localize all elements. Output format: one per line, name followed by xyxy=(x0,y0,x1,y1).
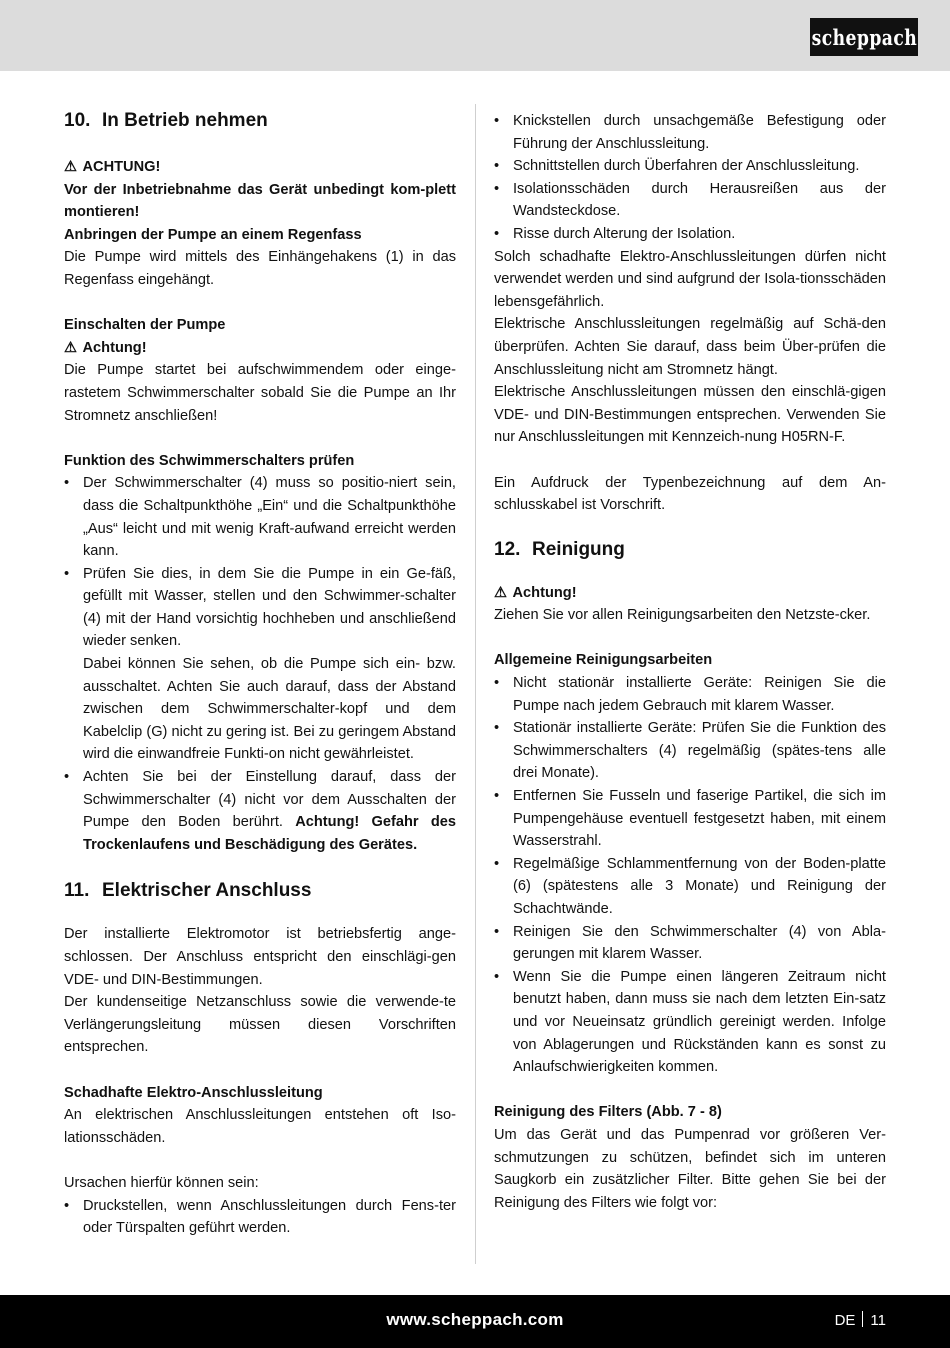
list-item: • Risse durch Alterung der Isolation. xyxy=(494,223,886,246)
left-column xyxy=(64,108,456,1240)
list-item: • Reinigen Sie den Schwimmerschalter (4) von Abla-gerungen mit klarem Wasser. xyxy=(494,921,886,966)
allgemeine-heading: Allgemeine Reinigungsarbeiten xyxy=(494,652,713,669)
website-link[interactable]: www.scheppach.com xyxy=(386,1310,564,1329)
regenfass-heading: Anbringen der Pumpe an einem Regenfass xyxy=(64,226,362,243)
filter-heading: Reinigung des Filters (Abb. 7 - 8) xyxy=(494,1104,722,1121)
list-item: • Entfernen Sie Fusseln und faserige Partikel, die sich im Pumpengehäuse eventuell festgesetzt haben, mit einem Wasserstrahl. xyxy=(494,785,886,853)
right-column xyxy=(494,110,886,1214)
reinigung-warning: ⚠ Achtung! xyxy=(494,582,886,605)
list-item: • Schnittstellen durch Überfahren der Anschlussleitung. xyxy=(494,155,886,178)
schadhaft-heading: Schadhafte Elektro-Anschlussleitung xyxy=(64,1084,323,1101)
list-item: • Nicht stationär installierte Geräte: Reinigen Sie die Pumpe nach jedem Gebrauch mit klarem Wasser. xyxy=(494,672,886,717)
warning-icon: ⚠ xyxy=(64,159,78,175)
list-item: • Achten Sie bei der Einstellung darauf, dass der Schwimmerschalter (4) nicht vor dem Ausschalten der Pumpe den Boden berührt. Achtung! Gefahr des Trockenlaufens und Beschädigung des Gerätes. xyxy=(64,766,456,856)
einschalten-warning: ⚠ Achtung! xyxy=(64,337,456,360)
list-item: • Wenn Sie die Pumpe einen längeren Zeitraum nicht benutzt haben, dann muss sie nach dem letzten Ein-satz und vor Neueinsatz gründlich gereinigt werden. Infolge von Ablagerungen und Rückständen kann es sonst zu Anlaufschwierigkeiten kommen. xyxy=(494,966,886,1079)
reinigung-text: Ziehen Sie vor allen Reinigungsarbeiten den Netzste-cker. xyxy=(494,607,871,624)
montieren-warning: Vor der Inbetriebnahme das Gerät unbedingt kom-plett montieren! xyxy=(64,181,456,221)
page-number: DE 11 xyxy=(834,1312,886,1329)
ursachen-intro: Ursachen hierfür können sein: xyxy=(64,1174,259,1191)
schadhaft-text: An elektrischen Anschlussleitungen entstehen oft Iso-lationsschäden. xyxy=(64,1107,456,1146)
warning-icon: ⚠ xyxy=(494,584,508,601)
brand-logo: scheppach xyxy=(810,18,918,56)
list-item: • Regelmäßige Schlammentfernung von der Boden-platte (6) (spätestens alle 3 Monate) und Reinigung der Schachtwände. xyxy=(494,853,886,921)
einschalten-text: Die Pumpe startet bei aufschwimmendem oder einge-rastetem Schwimmerschalter sobald Sie die Pumpe an Ihr Stromnetz anschließen! xyxy=(64,362,456,424)
elektro-paragraph-2: Der kundenseitige Netzanschluss sowie die verwende-te Verlängerungsleitung müssen diesen Vorschriften entsprechen. xyxy=(64,994,456,1056)
elektro-paragraph-1: Der installierte Elektromotor ist betriebsfertig ange-schlossen. Der Anschluss entspricht den einschlägi-gen VDE- und DIN-Bestimmungen. xyxy=(64,926,456,988)
solch-text: Solch schadhafte Elektro-Anschlussleitungen dürfen nicht verwendet werden und sind aufgrund der Isola-tionsschäden lebensgefährlich. xyxy=(494,248,886,310)
footer-bar xyxy=(0,1295,950,1348)
pruefen-text: Elektrische Anschlussleitungen regelmäßig auf Schä-den überprüfen. Achten Sie darauf, dass beim Über-prüfen die Anschlussleitung nicht am Stromnetz hängt. xyxy=(494,316,886,378)
list-item: • Knickstellen durch unsachgemäße Befestigung oder Führung der Anschlussleitung. xyxy=(494,110,886,155)
header-bar xyxy=(0,0,950,71)
funktion-heading: Funktion des Schwimmerschalters prüfen xyxy=(64,452,355,469)
list-item: • Prüfen Sie dies, in dem Sie die Pumpe in ein Ge-fäß, gefüllt mit Wasser, stellen und den Schwimmer-schalter (4) mit der Hand vorsichtig hochheben und anschließend wieder senken. Dabei können Sie sehen, ob die Pumpe sich ein- bzw. ausschaltet. Achten Sie auch darauf, dass der Abstand zwischen dem Schwimmerschalter-kopf und dem Kabelclip (G) nicht zu gering ist. Bei zu geringem Abstand wird die einwandfreie Funkti-on nicht gewährleistet. xyxy=(64,563,456,766)
regenfass-text: Die Pumpe wird mittels des Einhängehakens (1) in das Regenfass eingehängt. xyxy=(64,249,456,288)
list-item: • Isolationsschäden durch Herausreißen aus der Wandsteckdose. xyxy=(494,178,886,223)
list-item: • Der Schwimmerschalter (4) muss so positio-niert sein, dass die Schaltpunkthöhe „Ein“ und die Schaltpunkthöhe „Aus“ leicht und mit wenig Kraft-aufwand erreicht werden kann. xyxy=(64,472,456,562)
vde-text: Elektrische Anschlussleitungen müssen den einschlä-gigen VDE- und DIN-Bestimmungen entsprechen. Verwenden Sie nur Anschlussleitungen mit Kennzeich-nung H05RN-F. xyxy=(494,384,886,446)
ursachen-list-continued xyxy=(494,110,886,246)
einschalten-heading: Einschalten der Pumpe xyxy=(64,317,226,334)
filter-text: Um das Gerät und das Pumpenrad vor größeren Ver-schmutzungen zu schützen, befindet sich im unteren Saugkorb ein zusätzlicher Filter. Bitte gehen Sie bei der Reinigung des Filters wie folgt vor: xyxy=(494,1126,886,1211)
section-11-heading: 11. Elektrischer Anschluss xyxy=(64,880,312,902)
list-item: • Druckstellen, wenn Anschlussleitungen durch Fens-ter oder Türspalten geführt werden. xyxy=(64,1195,456,1240)
aufdruck-text: Ein Aufdruck der Typenbezeichnung auf dem An-schlusskabel ist Vorschrift. xyxy=(494,474,886,514)
ursachen-list xyxy=(64,1195,456,1240)
section-10-heading: 10. In Betrieb nehmen xyxy=(64,110,268,131)
warning-icon: ⚠ xyxy=(64,339,78,356)
warning-heading-caps: ⚠ ACHTUNG! xyxy=(64,156,456,179)
list-item: • Stationär installierte Geräte: Prüfen Sie die Funktion des Schwimmerschalters (4) regelmäßig (spätes-tens alle drei Monate). xyxy=(494,717,886,785)
column-divider xyxy=(475,104,476,1264)
reinigung-list xyxy=(494,672,886,1079)
funktion-list xyxy=(64,472,456,856)
section-12-heading: 12. Reinigung xyxy=(494,538,625,560)
